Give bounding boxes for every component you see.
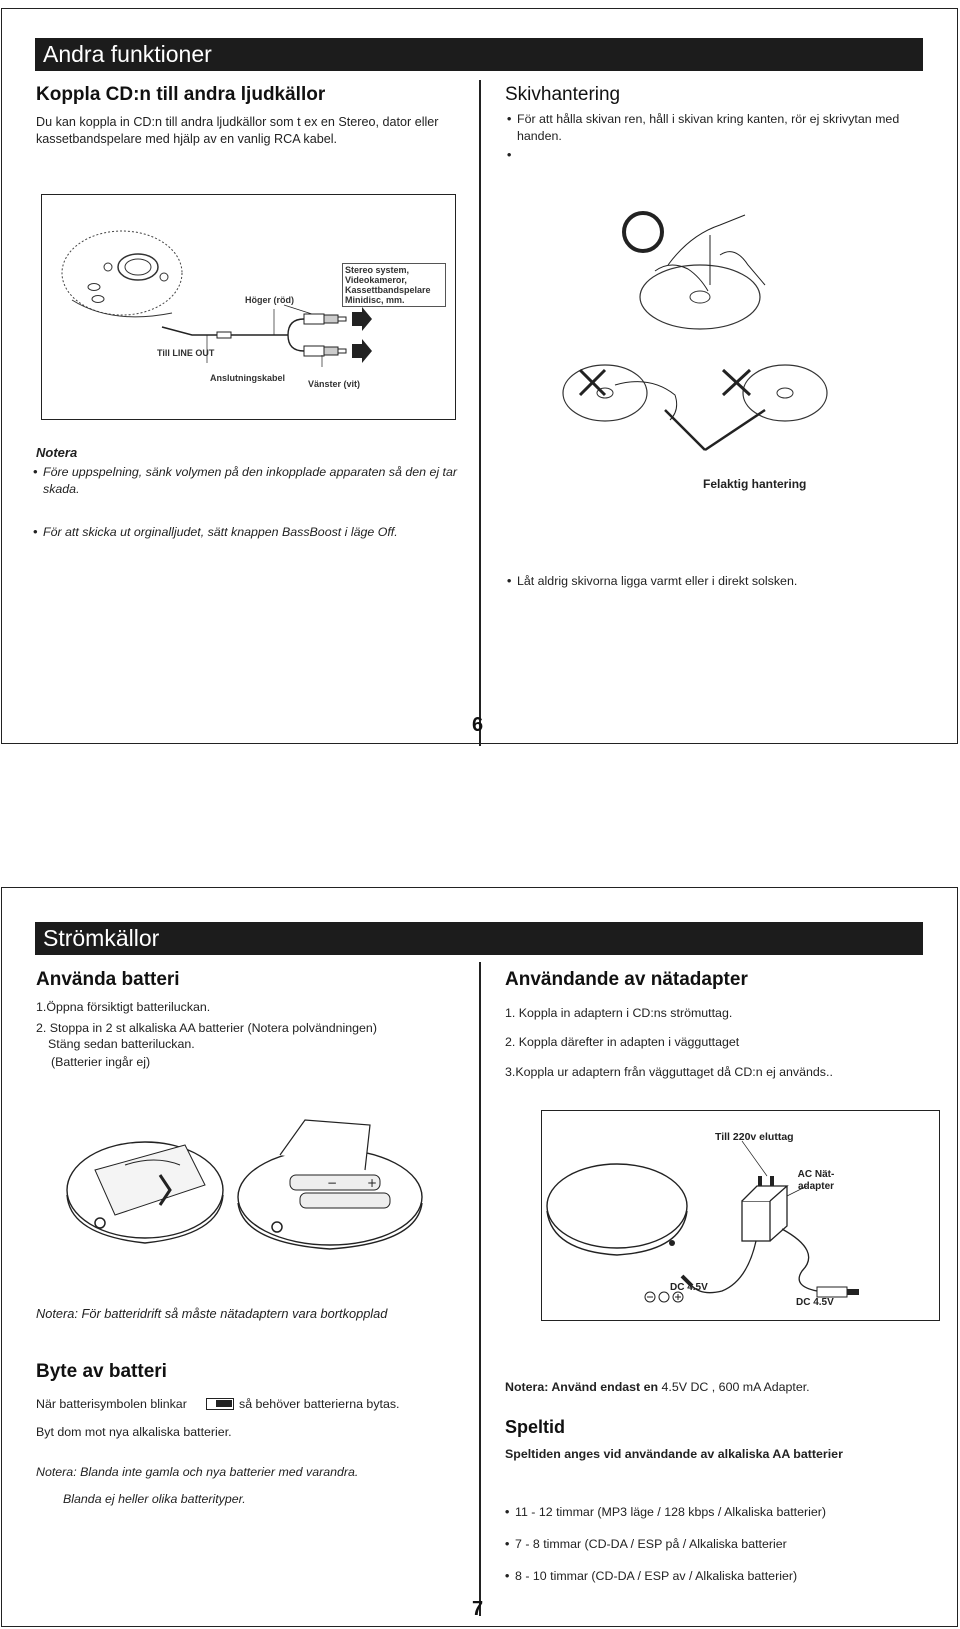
label-outlet: Till 220v eluttag	[715, 1131, 794, 1143]
heading-use-batteries: Använda batteri	[36, 969, 180, 990]
replace-note-mix: Notera: Blanda inte gamla och nya batterier med varandra.	[36, 1465, 359, 1479]
adapter-step-3: 3.Koppla ur adaptern från vägguttaget då CD:n ej används..	[505, 1065, 833, 1079]
adapter-step-1: 1. Koppla in adaptern i CD:ns strömuttag.	[505, 1006, 733, 1020]
heading-play-time: Speltid	[505, 1417, 566, 1437]
battery-note-adapter: Notera: För batteridrift så måste nätadaptern vara bortkopplad	[36, 1306, 388, 1321]
handling-empty-bullet: •	[507, 148, 512, 162]
adapter-diagram	[541, 1110, 940, 1321]
label-dc-plug: DC 4.5V	[796, 1297, 834, 1308]
page-number-7: 7	[472, 1598, 484, 1620]
play-time-item: • 7 - 8 timmar (CD-DA / ESP på / Alkaliska batterier	[515, 1536, 787, 1553]
connect-description: Du kan koppla in CD:n till andra ljudkällor som t ex en Stereo, dator eller kassetbandspelare med hjälp av en vanlig RCA kabel.	[36, 115, 439, 146]
label-wrong-handling: Felaktig hantering	[703, 477, 807, 491]
section-banner-andra-funktioner: Andra funktioner	[35, 38, 923, 71]
note-item-volume: • Före uppspelning, sänk volymen på den inkopplade apparaten så den ej tar skada.	[43, 464, 463, 498]
play-time-item: • 11 - 12 timmar (MP3 läge / 128 kbps / Alkaliska batterier)	[515, 1504, 826, 1521]
heading-disc-handling: Skivhantering	[505, 84, 621, 105]
svg-text:−: −	[327, 1176, 338, 1190]
battery-step-2-close: Stäng sedan batteriluckan.	[48, 1037, 195, 1051]
battery-step-2: 2. Stoppa in 2 st alkaliska AA batterier (Notera polvändningen)	[36, 1021, 377, 1035]
replace-line-blinks: När batterisymbolen blinkar	[36, 1397, 187, 1411]
disc-handling-illustration	[560, 205, 940, 475]
heading-connect-cd: Koppla CD:n till andra ljudkällor	[36, 84, 326, 105]
adapter-note-spec: 4.5V DC , 600 mA Adapter.	[658, 1380, 810, 1394]
note-item-bassboost: • För att skicka ut orginalljudet, sätt knappen BassBoost i läge Off.	[43, 524, 463, 541]
cd-player-connection-illustration	[42, 195, 457, 421]
label-left-white: Vänster (vit)	[308, 379, 361, 389]
page6-column-divider	[479, 80, 481, 746]
svg-text:+: +	[367, 1176, 378, 1190]
adapter-step-2: 2. Koppla därefter in adapten i vägguttaget	[505, 1035, 740, 1049]
battery-step-2-note: (Batterier ingår ej)	[51, 1055, 151, 1069]
play-time-item: • 8 - 10 timmar (CD-DA / ESP av / Alkaliska batterier)	[515, 1568, 797, 1585]
handling-item-heat: • Låt aldrig skivorna ligga varmt eller i direkt solsken.	[517, 573, 942, 590]
heading-replace-batteries: Byte av batteri	[36, 1361, 167, 1382]
label-devices: Stereo system, Videokameror, Kassettbandspelare Minidisc, mm.	[342, 263, 446, 307]
note-heading: Notera	[36, 445, 78, 460]
replace-line-swap: så behöver batterierna bytas.	[239, 1397, 400, 1411]
section-banner-stromkallor: Strömkällor	[35, 922, 923, 955]
connection-diagram	[41, 194, 456, 420]
replace-line-new: Byt dom mot nya alkaliska batterier.	[36, 1425, 232, 1439]
battery-step-1: 1.Öppna försiktigt batteriluckan.	[36, 1000, 211, 1014]
label-line-out: Till LINE OUT	[157, 348, 215, 358]
adapter-note-bold: Notera: Använd endast en	[505, 1380, 659, 1394]
page-number-6: 6	[472, 714, 484, 736]
adapter-note	[505, 1379, 810, 1396]
label-cable: Anslutningskabel	[210, 373, 286, 383]
label-dc-input: DC 4.5V	[670, 1282, 708, 1293]
battery-insertion-illustration	[65, 1125, 435, 1265]
handling-item-edges: • För att hålla skivan ren, håll i skivan kring kanten, rör ej skrivytan med handen.	[517, 111, 942, 145]
battery-symbol-icon	[206, 1398, 234, 1410]
label-ac-adapter: AC Nät-adapter	[797, 1169, 835, 1192]
play-time-subheading: Speltiden anges vid användande av alkaliska AA batterier	[505, 1447, 843, 1461]
page7-column-divider	[479, 962, 481, 1616]
replace-note-types: Blanda ej heller olika batterityper.	[63, 1492, 246, 1506]
heading-use-adapter: Användande av nätadapter	[505, 969, 748, 990]
label-right-red: Höger (röd)	[245, 295, 294, 305]
